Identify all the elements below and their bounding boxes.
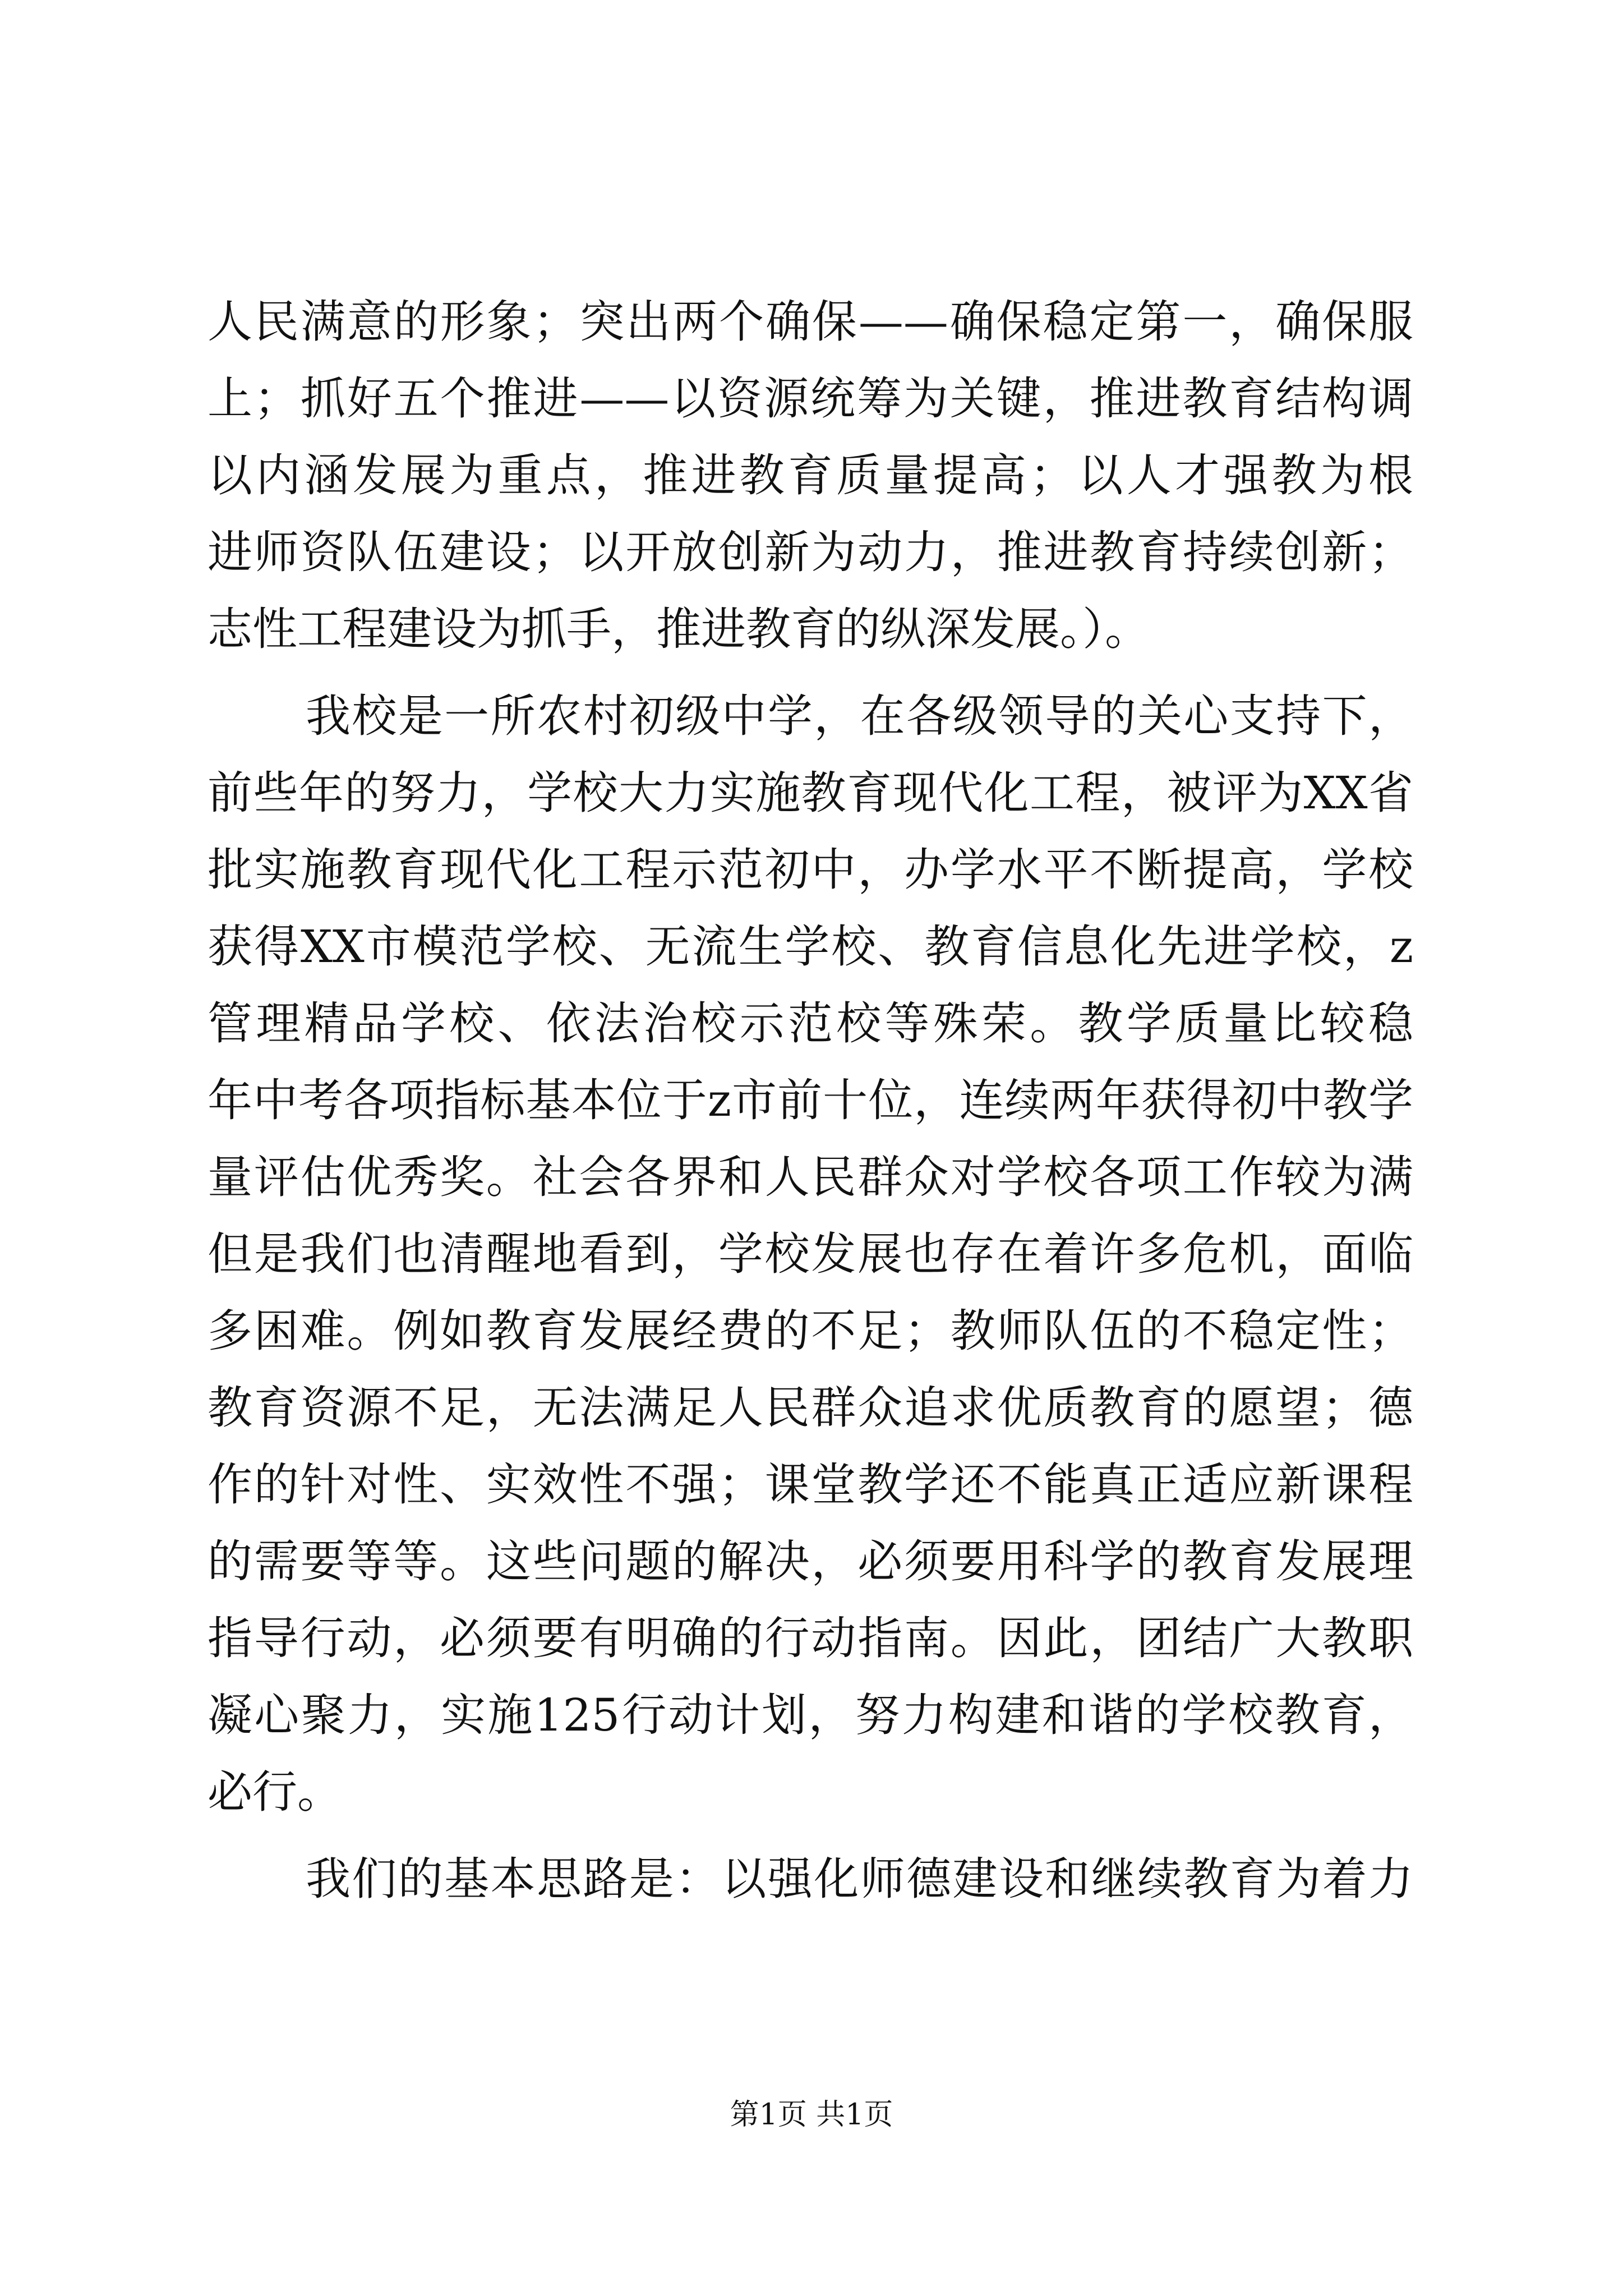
text-line: 进师资队伍建设；以开放创新为动力，推进教育持续创新； (208, 526, 1413, 578)
page-footer: 第1页 共1页 (730, 2098, 893, 2132)
text-line: 人民满意的形象；突出两个确保——确保稳定第一，确保服 (208, 296, 1413, 348)
text-line: 管理精品学校、依法治校示范校等殊荣。教学质量比较稳 (208, 997, 1413, 1050)
text-line: 量评估优秀奖。社会各界和人民群众对学校各项工作较为满 (208, 1151, 1413, 1203)
text-line: 指导行动，必须要有明确的行动指南。因此，团结广大教职 (208, 1612, 1413, 1664)
document-body (208, 283, 1413, 1917)
text-line: 批实施教育现代化工程示范初中，办学水平不断提高，学校 (208, 844, 1413, 896)
text-line: 凝心聚力，实施125行动计划，努力构建和谐的学校教育， (208, 1689, 1413, 1741)
text-line: 作的针对性、实效性不强；课堂教学还不能真正适应新课程 (208, 1458, 1413, 1511)
paragraph (208, 283, 1413, 668)
text-line: 前些年的努力，学校大力实施教育现代化工程，被评为XX省 (208, 767, 1413, 819)
paragraph (208, 678, 1413, 1830)
text-line: 教育资源不足，无法满足人民群众追求优质教育的愿望；德 (208, 1382, 1413, 1434)
text-line: 以内涵发展为重点，推进教育质量提高；以人才强教为根 (208, 449, 1413, 501)
text-line: 获得XX市模范学校、无流生学校、教育信息化先进学校，z (208, 921, 1413, 973)
text-line: 必行。 (208, 1766, 342, 1818)
text-line: 的需要等等。这些问题的解决，必须要用科学的教育发展理 (208, 1535, 1413, 1588)
text-line: 我们的基本思路是：以强化师德建设和继续教育为着力 (306, 1853, 1413, 1905)
text-line: 志性工程建设为抓手，推进教育的纵深发展。）。 (208, 603, 1150, 655)
text-line: 年中考各项指标基本位于z市前十位，连续两年获得初中教学 (208, 1074, 1413, 1126)
text-line: 我校是一所农村初级中学，在各级领导的关心支持下， (306, 690, 1413, 742)
text-line: 但是我们也清醒地看到，学校发展也存在着许多危机，面临 (208, 1228, 1413, 1280)
text-line: 多困难。例如教育发展经费的不足；教师队伍的不稳定性； (208, 1305, 1413, 1357)
text-line: 上；抓好五个推进——以资源统筹为关键，推进教育结构调 (208, 372, 1413, 425)
paragraph (208, 1841, 1413, 1917)
